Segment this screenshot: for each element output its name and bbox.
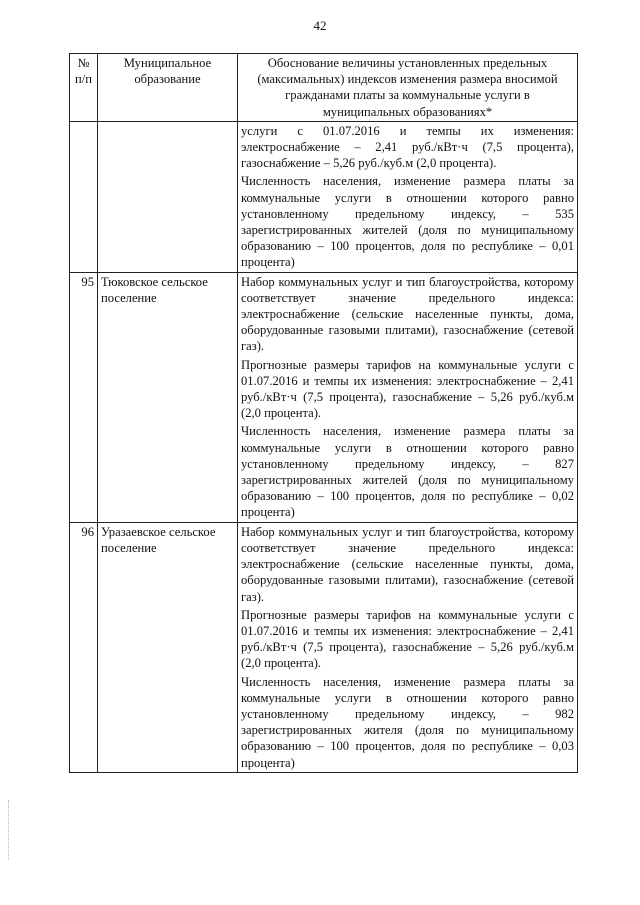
cell-justification-continuation — [238, 121, 578, 272]
header-justification: Обоснование величины установленных предельных (максимальных) индексов изменения размера вносимой гражданами платы за коммунальные услуги в муниципальных образованиях* — [238, 54, 578, 122]
tariff-forecast-text: Прогнозные размеры тарифов на коммунальные услуги с 01.07.2016 и темпы их изменения: электроснабжение – 2,41 руб./кВт·ч (7,5 процента), газоснабжение – 5,26 руб./куб.м (2,0 процента). — [241, 607, 574, 671]
cell-municipality: Уразаевское сельское поселение — [98, 522, 238, 772]
cell-municipality: Тюковское сельское поселение — [98, 272, 238, 522]
cell-municipality-empty — [98, 121, 238, 272]
cell-justification — [238, 272, 578, 522]
tariff-index-table — [69, 53, 578, 773]
table-header-row — [70, 54, 578, 122]
cell-num: 95 — [70, 272, 98, 522]
table-row-95 — [70, 272, 578, 522]
header-municipality: Муниципальное образование — [98, 54, 238, 122]
continuation-tariffs-text: услуги с 01.07.2016 и темпы их изменения: электроснабжение – 2,41 руб./кВт·ч (7,5 процента), газоснабжение – 5,26 руб./куб.м (2,0 процента). — [241, 123, 574, 171]
table-row-96 — [70, 522, 578, 772]
population-text: Численность населения, изменение размера платы за коммунальные услуги в отношении которого равно установленному предельному индексу, – 827 зарегистрированных жителей (доля по муниципальному образованию – 100 процентов, доля по республике – 0,02 процента) — [241, 424, 574, 520]
cell-num: 96 — [70, 522, 98, 772]
cell-justification — [238, 522, 578, 772]
population-text: Численность населения, изменение размера платы за коммунальные услуги в отношении которого равно установленному предельному индексу, – 982 зарегистрированных жителя (доля по муниципальному образованию – 100 процентов, доля по республике – 0,03 процента) — [241, 674, 574, 770]
scan-margin-marks — [8, 800, 11, 860]
services-set-text: Набор коммунальных услуг и тип благоустройства, которому соответствует значение предельного индекса: электроснабжение (сельские населенные пункты, дома, оборудованные газовыми плитами), газоснабжение (сетевой газ). — [241, 274, 574, 354]
header-num: № п/п — [70, 54, 98, 122]
tariff-forecast-text: Прогнозные размеры тарифов на коммунальные услуги с 01.07.2016 и темпы их изменения: электроснабжение – 2,41 руб./кВт·ч (7,5 процента), газоснабжение – 5,26 руб./куб.м (2,0 процента). — [241, 357, 574, 421]
services-set-text: Набор коммунальных услуг и тип благоустройства, которому соответствует значение предельного индекса: электроснабжение (сельские населенные пункты, дома, оборудованные газовыми плитами), газоснабжение (сетевой газ). — [241, 524, 574, 604]
continuation-population-text: Численность населения, изменение размера платы за коммунальные услуги в отношении которого равно установленному предельному индексу, – 535 зарегистрированных жителей (доля по муниципальному образованию – 100 процентов, доля по республике – 0,01 процента) — [241, 174, 574, 270]
cell-num-empty — [70, 121, 98, 272]
table-row-continuation — [70, 121, 578, 272]
page-number: 42 — [313, 18, 327, 33]
